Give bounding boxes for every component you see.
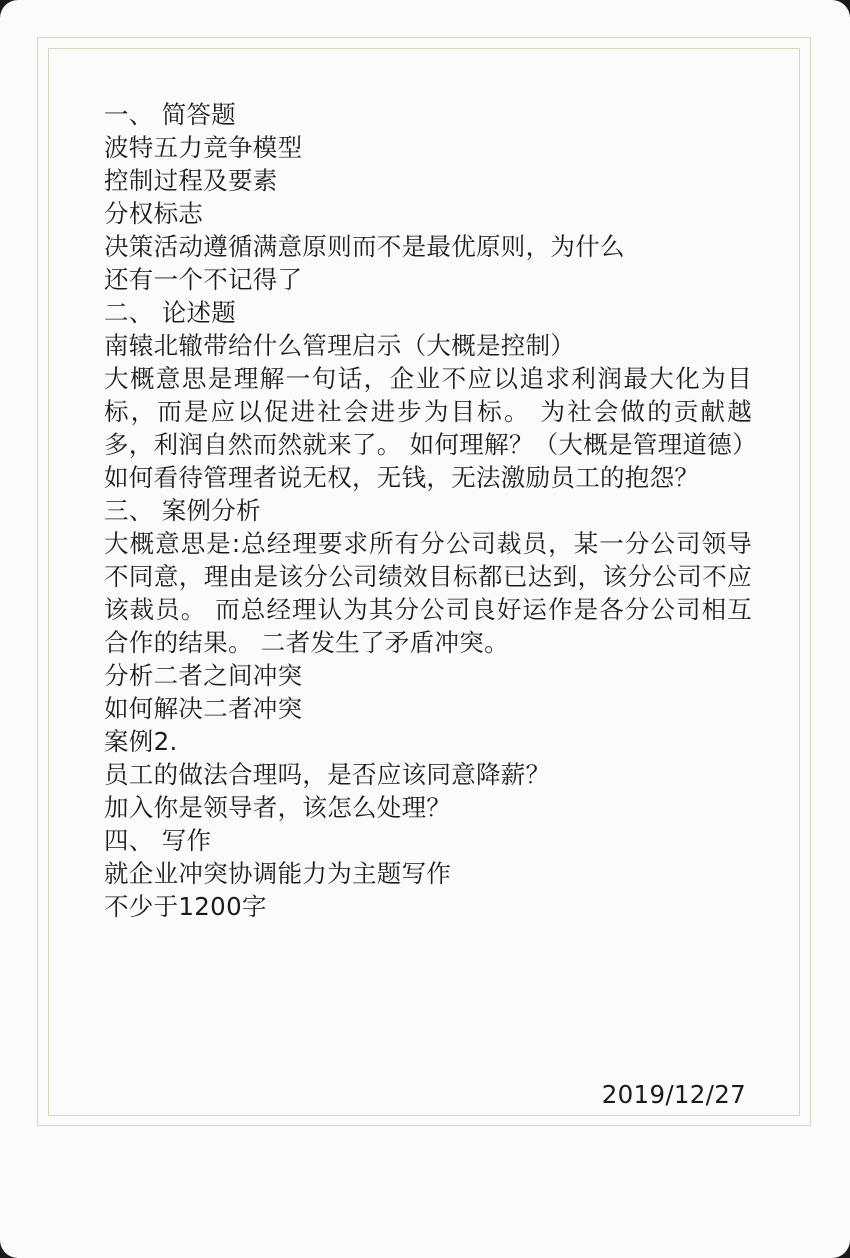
section-heading-case-analysis: 三、 案例分析 [104,496,261,525]
note-paragraph: 如何看待管理者说无权，无钱，无法激励员工的抱怨？ [104,463,700,492]
note-paragraph: 大概意思是:总经理要求所有分公司裁员，某一分公司领导不同意，理由是该分公司绩效目标都已达到，该分公司不应该裁员。 而总经理认为其分公司良好运作是各分公司相互合作的结果。 二者发生了矛盾冲突。 [104,529,752,657]
note-line: 决策活动遵循满意原则而不是最优原则，为什么 [104,232,625,261]
section-heading-short-answer: 一、 简答题 [104,100,237,129]
note-paragraph: 大概意思是理解一句话，企业不应以追求利润最大化为目标，而是应以促进社会进步为目标。 为社会做的贡献越多，利润自然而然就来了。 如何理解？（大概是管理道德） [104,364,757,459]
note-line: 如何解决二者冲突 [104,694,303,723]
note-line: 分析二者之间冲突 [104,661,303,690]
note-line: 还有一个不记得了 [104,265,303,294]
note-line: 分权标志 [104,199,204,228]
note-line: 就企业冲突协调能力为主题写作 [104,859,452,888]
note-line: 不少于1200字 [104,892,267,921]
note-line: 加入你是领导者，该怎么处理？ [104,793,452,822]
note-line: 控制过程及要素 [104,166,278,195]
note-line: 员工的做法合理吗，是否应该同意降薪？ [104,760,551,789]
section-heading-writing: 四、 写作 [104,826,212,855]
note-body [104,98,757,923]
note-line: 南辕北辙带给什么管理启示（大概是控制） [104,331,576,360]
section-heading-essay: 二、 论述题 [104,298,237,327]
note-line: 波特五力竞争模型 [104,133,303,162]
note-date: 2019/12/27 [601,1080,746,1109]
note-line: 案例2. [104,727,178,756]
